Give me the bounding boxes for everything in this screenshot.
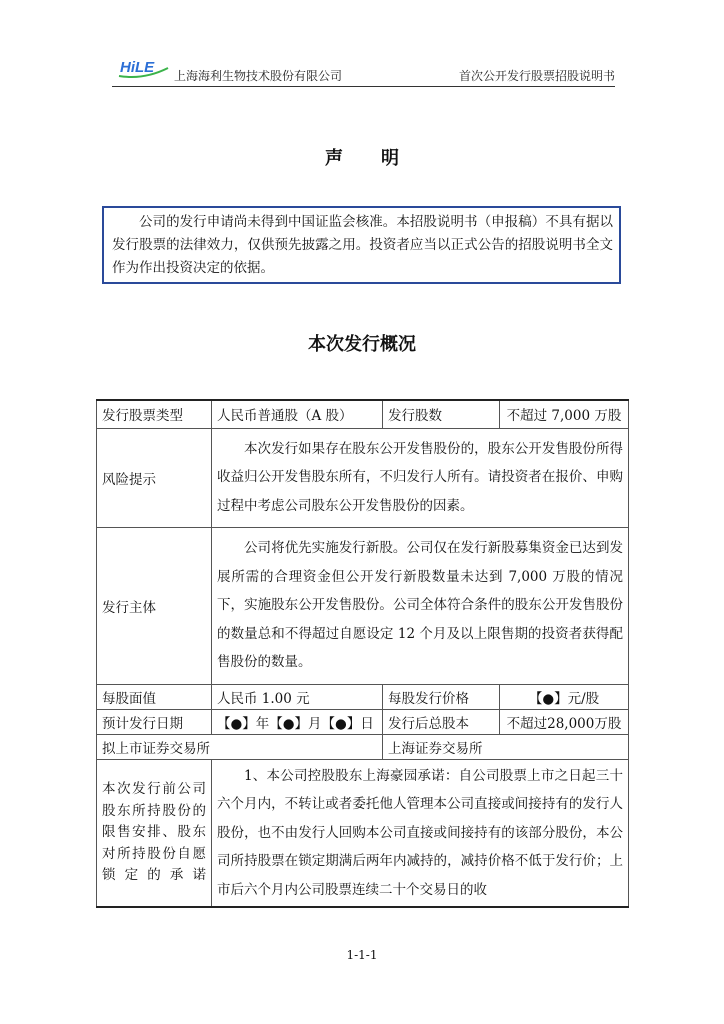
table-row [97, 684, 629, 709]
overview-title: 本次发行概况 [308, 334, 416, 355]
cell-paragraph: 公司将优先实施发行新股。公司仅在发行新股募集资金已达到发展所需的合理资金但公开发行新股数量未达到 7,000 万股的情况下，实施股东公开发售股份。公司全体符合条件的股东公开发售股份的数量总和不得超过自愿设定 12 个月及以上限售期的投资者获得配售股份的数量。 [217, 540, 623, 671]
table-row [97, 734, 629, 759]
company-logo [118, 56, 170, 78]
cell-value: 不超过 7,000 万股 [500, 400, 629, 428]
declaration-title: 声明 [325, 148, 437, 169]
cell-label: 预计发行日期 [97, 709, 212, 734]
cell-paragraph: 本次发行如果存在股东公开发售股份的，股东公开发售股份所得收益归公开发售股东所有，不归发行人所有。请投资者在报价、申购过程中考虑公司股东公开发售股份的因素。 [217, 440, 623, 514]
cell-value: 人民币普通股（A 股） [212, 400, 383, 428]
cell-value: 【●】元/股 [500, 684, 629, 709]
offering-overview-table [96, 399, 629, 908]
header-document-title: 首次公开发行股票招股说明书 [458, 69, 615, 83]
table-row [97, 759, 629, 907]
cell-value: 【●】年【●】月【●】日 [212, 709, 383, 734]
table-row [97, 527, 629, 684]
table-row [97, 400, 629, 428]
page-header [112, 50, 615, 90]
cell-label: 发行股票类型 [97, 400, 212, 428]
cell-label: 发行后总股本 [383, 709, 500, 734]
cell-value: 人民币 1.00 元 [212, 684, 383, 709]
table-row [97, 428, 629, 527]
cell-label: 发行股数 [383, 400, 500, 428]
cell-paragraph: 1、本公司控股股东上海豪园承诺：自公司股票上市之日起三十六个月内，不转让或者委托他人管理本公司直接或间接持有的发行人股份，也不由发行人回购本公司直接或间接持有的该部分股份，本公司所持股票在锁定期满后两年内减持的，减持价格不低于发行价；上市后六个月内公司股票连续二十个交易日的收 [217, 767, 623, 898]
cell-label: 发行主体 [97, 527, 212, 684]
cell-label: 每股发行价格 [383, 684, 500, 709]
cell-label: 风险提示 [97, 428, 212, 527]
header-divider [112, 86, 615, 87]
header-company-name: 上海海利生物技术股份有限公司 [174, 69, 343, 83]
cell-label: 拟上市证券交易所 [97, 734, 383, 759]
cell-value: 不超过28,000万股 [500, 709, 629, 734]
page-number: 1-1-1 [346, 948, 378, 962]
table-row [97, 709, 629, 734]
declaration-notice-box: 公司的发行申请尚未得到中国证监会核准。本招股说明书（申报稿）不具有据以发行股票的法律效力，仅供预先披露之用。投资者应当以正式公告的招股说明书全文作为作出投资决定的依据。 [102, 206, 621, 284]
cell-label: 本次发行前公司股东所持股份的限售安排、股东对所持股份自愿锁定的承诺 [97, 759, 212, 907]
cell-value: 上海证券交易所 [383, 734, 629, 759]
logo-text: HiLE [120, 59, 155, 76]
cell-label: 每股面值 [97, 684, 212, 709]
